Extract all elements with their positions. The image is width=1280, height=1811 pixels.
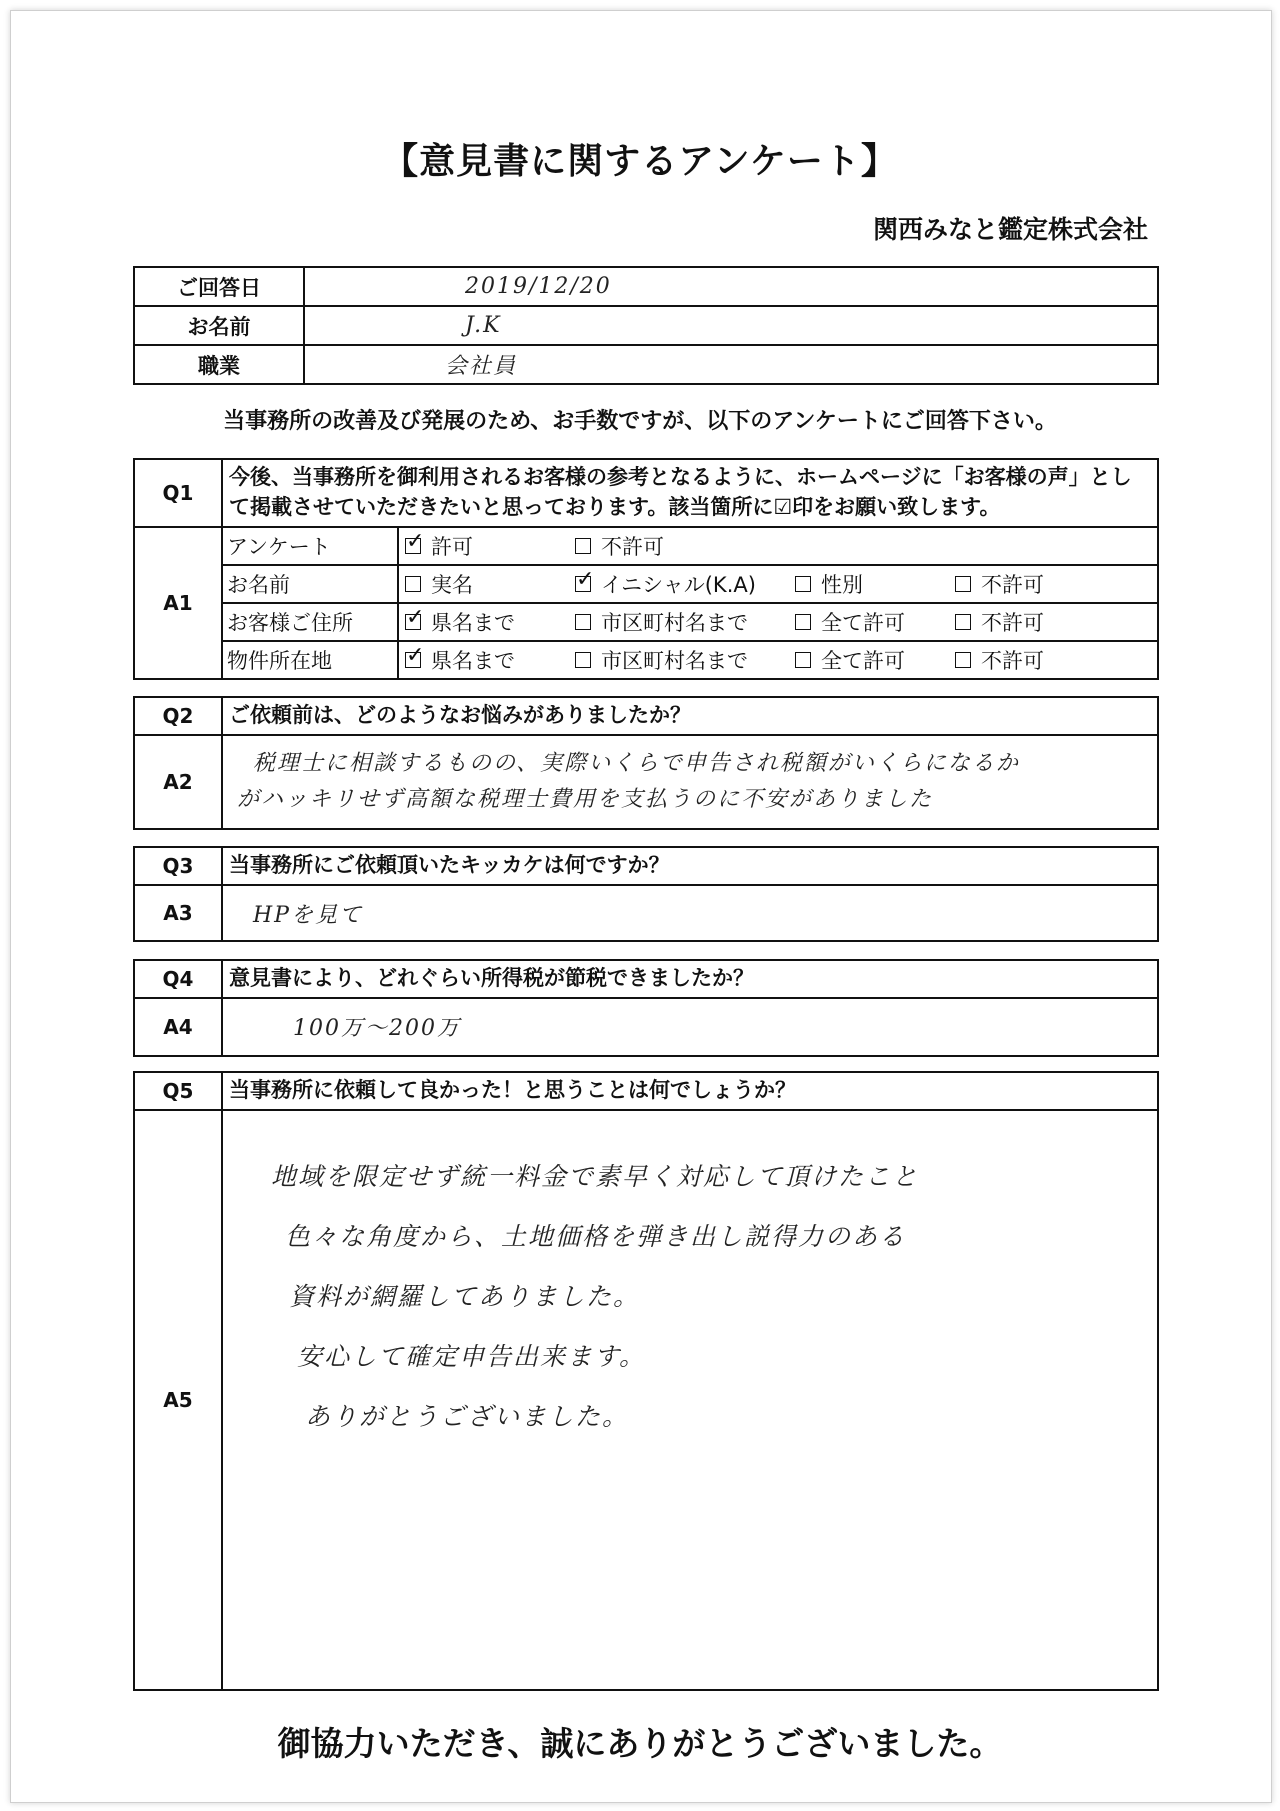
checkbox-icon[interactable] — [955, 614, 971, 630]
closing-message: 御協力いただき、誠にありがとうございました。 — [277, 1724, 1003, 1763]
q2-label: Q2 — [135, 698, 223, 734]
a1-option[interactable]: 全て許可 — [795, 604, 905, 640]
a1-option[interactable]: ✓ イニシャル(K.A) — [575, 566, 756, 602]
checkbox-icon[interactable] — [795, 576, 811, 592]
q2-block — [133, 696, 1159, 830]
respondent-info-table — [133, 266, 1159, 385]
a1-category: 物件所在地 — [223, 642, 399, 678]
a1-option[interactable]: ✓ 県名まで — [405, 604, 515, 640]
a5-answer-line: ありがとうございました。 — [305, 1402, 630, 1431]
a4-label: A4 — [135, 999, 223, 1055]
date-value: 2019/12/20 — [465, 274, 612, 299]
name-value: J.K — [465, 313, 502, 338]
page-title: 【意見書に関するアンケート】 — [382, 141, 898, 182]
a1-options-grid — [223, 528, 1157, 678]
a2-label: A2 — [135, 736, 223, 828]
a1-option[interactable]: 不許可 — [955, 642, 1044, 678]
instruction-text: 当事務所の改善及び発展のため、お手数ですが、以下のアンケートにご回答下さい。 — [223, 409, 1057, 434]
info-row-date — [135, 268, 1157, 305]
job-label: 職業 — [135, 346, 305, 383]
a5-label: A5 — [135, 1111, 223, 1689]
a1-option[interactable]: 不許可 — [955, 566, 1044, 602]
a1-label: A1 — [135, 528, 223, 678]
q3-block — [133, 846, 1159, 942]
a2-answer-line: がハッキリせず高額な税理士費用を支払うのに不安がありました — [237, 787, 934, 812]
q5-text: 当事務所に依頼して良かった！と思うことは何でしょうか？ — [229, 1078, 796, 1102]
a1-option[interactable]: 市区町村名まで — [575, 604, 748, 640]
q5-block — [133, 1071, 1159, 1691]
info-row-job — [135, 344, 1157, 383]
name-label: お名前 — [135, 307, 305, 344]
a5-answer-line: 地域を限定せず統一料金で素早く対応して頂けたこと — [271, 1162, 920, 1191]
a1-option[interactable]: 不許可 — [575, 528, 664, 564]
a1-row — [223, 602, 1157, 640]
checked-checkbox-icon[interactable] — [575, 576, 591, 592]
checked-checkbox-icon[interactable] — [405, 614, 421, 630]
q4-label: Q4 — [135, 961, 223, 997]
a1-option[interactable]: 不許可 — [955, 604, 1044, 640]
a5-answer-line: 資料が網羅してありました。 — [289, 1282, 641, 1311]
a3-answer: HPを見て — [253, 903, 363, 928]
a1-category: お名前 — [223, 566, 399, 602]
a1-row — [223, 640, 1157, 678]
a5-answer-line: 色々な角度から、土地価格を弾き出し説得力のある — [285, 1222, 907, 1251]
info-row-name — [135, 305, 1157, 344]
q2-text: ご依頼前は、どのようなお悩みがありましたか？ — [229, 703, 691, 727]
checkbox-icon[interactable] — [575, 652, 591, 668]
a1-option[interactable]: 市区町村名まで — [575, 642, 748, 678]
q5-label: Q5 — [135, 1073, 223, 1109]
job-value: 会社員 — [445, 354, 518, 379]
a4-answer: 100万〜200万 — [293, 1016, 461, 1041]
a1-option[interactable]: ✓ 許可 — [405, 528, 473, 564]
q3-text: 当事務所にご依頼頂いたキッカケは何ですか？ — [229, 853, 670, 877]
checkbox-icon[interactable] — [955, 652, 971, 668]
a5-answer-line: 安心して確定申告出来ます。 — [297, 1342, 647, 1371]
checked-checkbox-icon[interactable] — [405, 652, 421, 668]
a1-category: お客様ご住所 — [223, 604, 399, 640]
checkbox-icon[interactable] — [795, 614, 811, 630]
a3-label: A3 — [135, 886, 223, 940]
q4-text: 意見書により、どれぐらい所得税が節税できましたか？ — [229, 966, 754, 990]
a2-answer-line: 税理士に相談するものの、実際いくらで申告され税額がいくらになるか — [253, 751, 1020, 776]
checked-checkbox-icon[interactable] — [405, 538, 421, 554]
a1-row — [223, 528, 1157, 564]
q4-block — [133, 959, 1159, 1057]
a1-row — [223, 564, 1157, 602]
a1-option[interactable]: 実名 — [405, 566, 473, 602]
q1-label: Q1 — [135, 460, 223, 526]
a1-option[interactable]: 全て許可 — [795, 642, 905, 678]
q3-label: Q3 — [135, 848, 223, 884]
checkbox-icon[interactable] — [405, 576, 421, 592]
checkbox-icon[interactable] — [575, 538, 591, 554]
a1-option[interactable]: 性別 — [795, 566, 863, 602]
a1-option[interactable]: ✓ 県名まで — [405, 642, 515, 678]
checkbox-icon[interactable] — [955, 576, 971, 592]
date-label: ご回答日 — [135, 268, 305, 305]
a1-category: アンケート — [223, 528, 399, 564]
checkbox-icon[interactable] — [795, 652, 811, 668]
company-name: 関西みなと鑑定株式会社 — [872, 215, 1148, 244]
q1-block — [133, 458, 1159, 680]
q1-text: 今後、当事務所を御利用されるお客様の参考となるように、ホームページに「お客様の声」として掲載させていただきたいと思っております。該当箇所に☑印をお願い致します。 — [229, 465, 1132, 519]
checkbox-icon[interactable] — [575, 614, 591, 630]
